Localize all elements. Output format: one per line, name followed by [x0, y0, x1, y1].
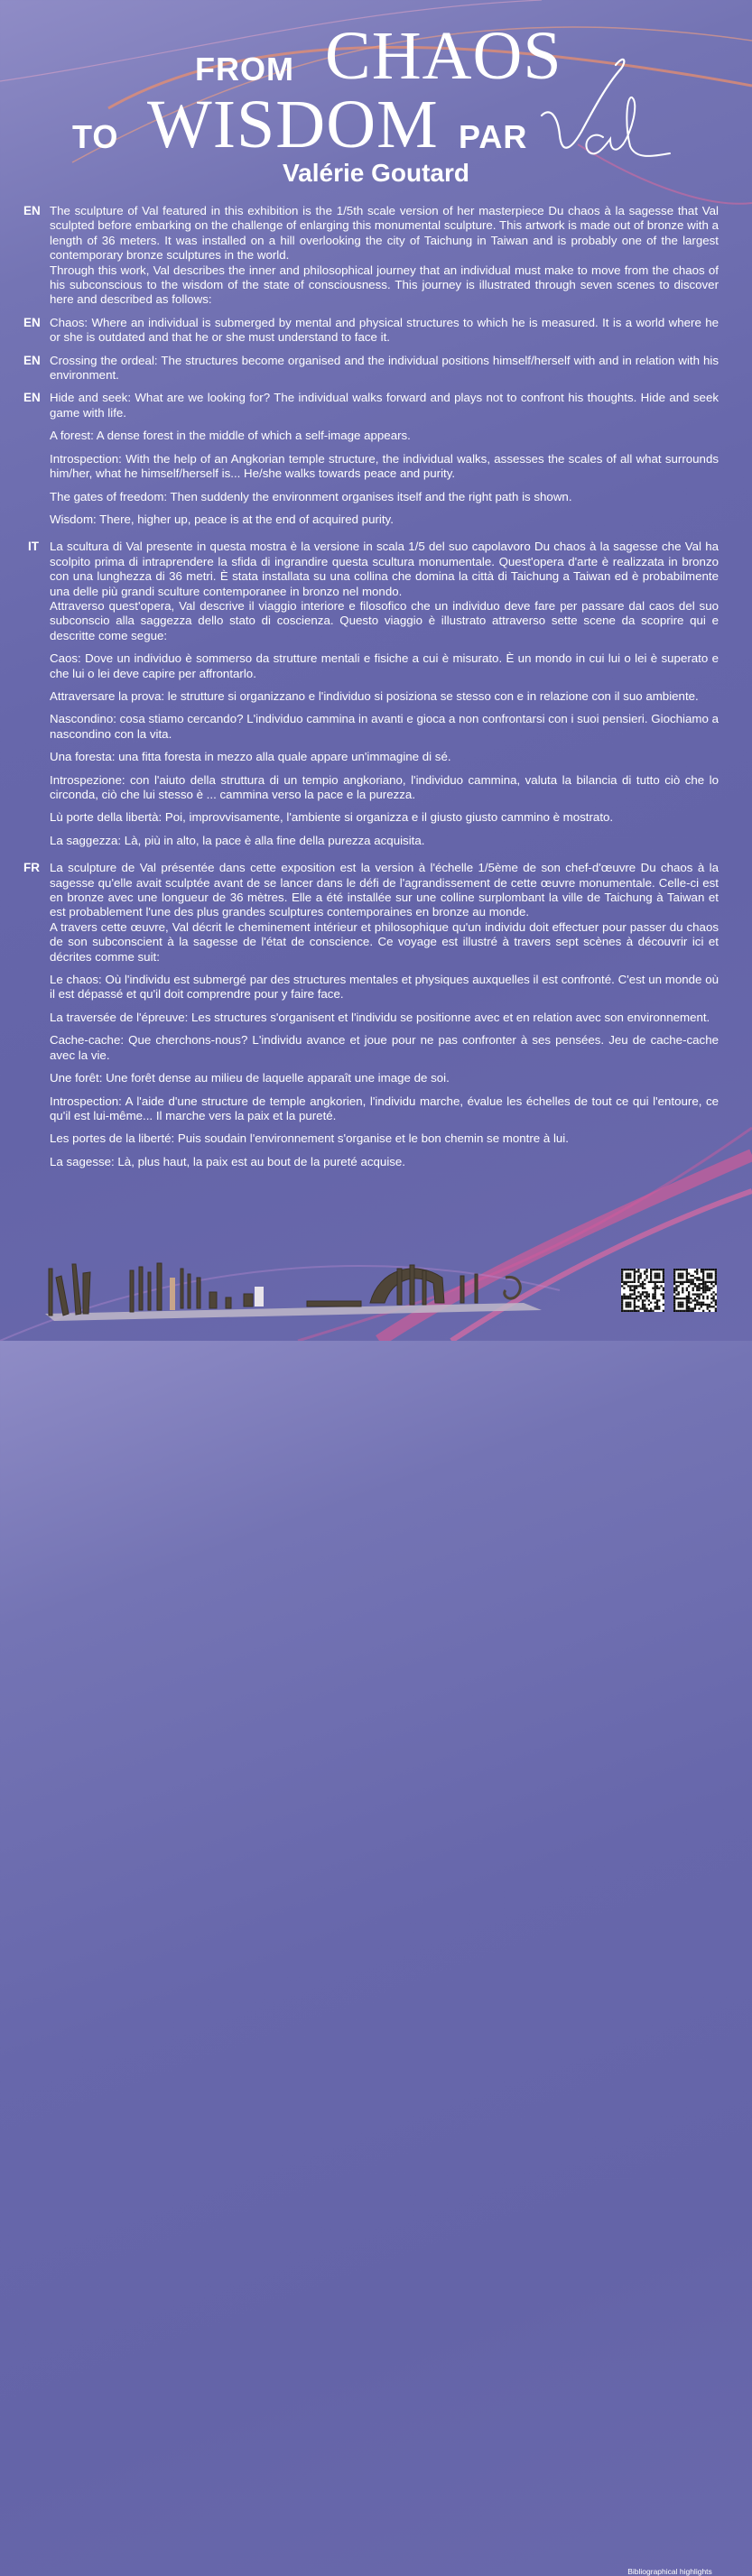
paragraph: La sculpture de Val présentée dans cette exposition est la version à l'échelle 1/5ème de son chef-d'œuvre Du chaos à la sagesse qu'elle avait sculptée avant de se lancer dans le défi de l'agrandissement de cette œuvre monumentale. Celle-ci est en bronze avec une longueur de 36 mètres. Elle a été installée sur une colline surplombant la ville de Taichung à Taiwan et est probablement l'une des plus grandes sculptures contemporaines en bronze au monde. [50, 861, 719, 919]
text-item [23, 1033, 719, 1063]
text-item [23, 1155, 719, 1169]
text-item [23, 773, 719, 803]
paragraph: Les portes de la liberté: Puis soudain l'environnement s'organise et le bon chemin se montre à lui. [50, 1131, 569, 1146]
language-tag: EN [23, 204, 41, 217]
footer [0, 1251, 752, 2576]
text-item [23, 861, 719, 965]
paragraph: La saggezza: Là, più in alto, la pace è alla fine della purezza acquisita. [50, 833, 425, 847]
paragraph: Cache-cache: Que cherchons-nous? L'individu avance et joue pour ne pas confronter à ses pensées. Jeu de cache-cache avec la vie. [50, 1033, 719, 1062]
language-section [23, 861, 719, 1169]
text-item [23, 712, 719, 742]
paragraph: A travers cette œuvre, Val décrit le cheminement intérieur et philosophique qu'un individu doit effectuer pour passer du chaos de son subconscient à la sagesse de l'état de conscience. Ce voyage est illustré à travers sept scènes à découvrir ici et décrites comme suit: [50, 919, 719, 964]
text-item [23, 540, 719, 643]
text-item [23, 452, 719, 482]
text-item [23, 1011, 719, 1025]
paragraph: Hide and seek: What are we looking for? The individual walks forward and plays not to confront his thoughts. Hide and seek game with life. [50, 391, 719, 420]
title-par: PAR [459, 118, 528, 155]
text-item [23, 512, 719, 527]
paragraph: A forest: A dense forest in the middle of which a self-image appears. [50, 429, 411, 443]
paragraph: La traversée de l'épreuve: Les structures s'organisent et l'individu se positionne avec et en relation avec son environnement. [50, 1010, 710, 1024]
text-item [23, 204, 719, 308]
qr-code-2[interactable] [673, 1269, 717, 1312]
text-item [23, 1094, 719, 1124]
paragraph: La sagesse: Là, plus haut, la paix est au bout de la pureté acquise. [50, 1154, 406, 1168]
text-item [23, 1131, 719, 1146]
text-item [23, 973, 719, 1002]
title-to: TO [72, 118, 119, 155]
text-content [23, 204, 719, 1182]
paragraph: Le chaos: Où l'individu est submergé par des structures mentales et physiques auxquelles il est confronté. C'est un monde où il est dépassé et qu'il doit comprendre pour y faire face. [50, 973, 719, 1002]
language-tag: EN [23, 315, 41, 329]
paragraph: Nascondino: cosa stiamo cercando? L'individuo cammina in avanti e gioca a non confrontarsi con i suoi pensieri. Giochiamo a nascondino con la vita. [50, 712, 719, 741]
language-section [23, 204, 719, 527]
text-item [23, 689, 719, 704]
qr-code-1[interactable] [621, 1269, 664, 1312]
title-block [0, 16, 752, 188]
paragraph: Caos: Dove un individuo è sommerso da strutture mentali e fisiche a cui è misurato. È un mondo in cui lui o lei è superato e che lui o lei deve capire per affrontarlo. [50, 651, 719, 680]
paragraph: Attraverso quest'opera, Val descrive il viaggio interiore e filosofico che un individuo deve fare per passare dal caos del suo subconscio alla saggezza dello stato di coscienza. Questo viaggio è illustrato attraverso sette scene da scoprire qui e descritte come segue: [50, 598, 719, 642]
artist-name: Valérie Goutard [283, 159, 469, 187]
paragraph: Introspezione: con l'aiuto della struttura di un tempio angkoriano, l'individuo cammina, valuta la bilancia di tutto ciò che lo circonda, ciò che lui stesso è ... cammina verso la pace e la purezza. [50, 772, 719, 801]
paragraph: The sculpture of Val featured in this exhibition is the 1/5th scale version of her masterpiece Du chaos à la sagesse that Val sculpted before embarking on the challenge of enlarging this monumental sculpture. This artwork is made out of bronze with a length of 36 meters. It was installed on a hill overlooking the city of Taichung in Taiwan and is probably one of the largest contemporary bronze sculptures in the world. [50, 204, 719, 263]
paragraph: Lù porte della libertà: Poi, improvvisamente, l'ambiente si organizza e il giusto giusto cammino è mostrato. [50, 810, 614, 825]
text-item [23, 810, 719, 825]
text-item [23, 1071, 719, 1085]
language-tag: EN [23, 391, 41, 405]
val-signature [538, 52, 673, 165]
paragraph: The gates of freedom: Then suddenly the environment organises itself and the right path is shown. [50, 489, 572, 503]
text-item [23, 834, 719, 848]
sculpture-illustration [36, 1251, 542, 1321]
paragraph: Crossing the ordeal: The structures become organised and the individual positions himself/herself with and in relation with his environment. [50, 353, 719, 383]
paragraph: Through this work, Val describes the inner and philosophical journey that an individual must make to move from the chaos of his subconscious to the wisdom of the state of consciousness. This journey is illustrated through seven scenes to discover here and described as follows: [50, 263, 719, 307]
text-item [23, 316, 719, 346]
text-item [23, 391, 719, 420]
text-item [23, 750, 719, 764]
paragraph: Una foresta: una fitta foresta in mezzo alla quale appare un'immagine di sé. [50, 750, 451, 764]
paragraph: Une forêt: Une forêt dense au milieu de laquelle apparaît une image de soi. [50, 1071, 450, 1085]
language-tag: EN [23, 353, 41, 367]
title-wisdom: WISDOM [147, 87, 439, 162]
paragraph: Introspection: A l'aide d'une structure de temple angkorien, l'individu marche, évalue les échelles de tout ce qui l'entoure, ce qu'il est lui-même... Il marche vers la paix et la pureté. [50, 1094, 719, 1122]
paragraph: Chaos: Where an individual is submerged by mental and physical structures to which he is measured. It is a world where he or she is outdated and that he or she must understand to face it. [50, 315, 719, 345]
language-tag: IT [28, 540, 39, 554]
text-item [23, 354, 719, 383]
paragraph: Wisdom: There, higher up, peace is at the end of acquired purity. [50, 512, 394, 526]
language-tag: FR [23, 861, 40, 875]
title-from: FROM [195, 51, 294, 88]
paragraph: Introspection: With the help of an Angkorian temple structure, the individual walks, assesses the scales of all what surrounds him/her, what he himself/herself is... He/she walks towards peace and purity. [50, 451, 719, 481]
text-item [23, 651, 719, 681]
paragraph: La scultura di Val presente in questa mostra è la versione in scala 1/5 del suo capolavoro Du chaos à la sagesse che Val ha scolpito prima di intraprendere la sfida di ingrandire questa scultura monumentale. Quest'opera d'arte è realizzata in bronzo con una lunghezza di 36 metri. È stata installata su una collina che domina la città di Taichung a Taiwan ed è probabilmente una delle più grandi sculture contemporanee in bronzo nel mondo. [50, 540, 719, 598]
text-item [23, 429, 719, 443]
qr-codes [621, 1269, 726, 1316]
text-item [23, 490, 719, 504]
qr-caption: Bibliographical highlights [627, 2567, 712, 2576]
paragraph: Attraversare la prova: le strutture si organizzano e l'individuo si posiziona se stesso con e in relazione con il suo ambiente. [50, 688, 699, 703]
title-chaos: CHAOS [325, 18, 562, 94]
language-section [23, 540, 719, 848]
